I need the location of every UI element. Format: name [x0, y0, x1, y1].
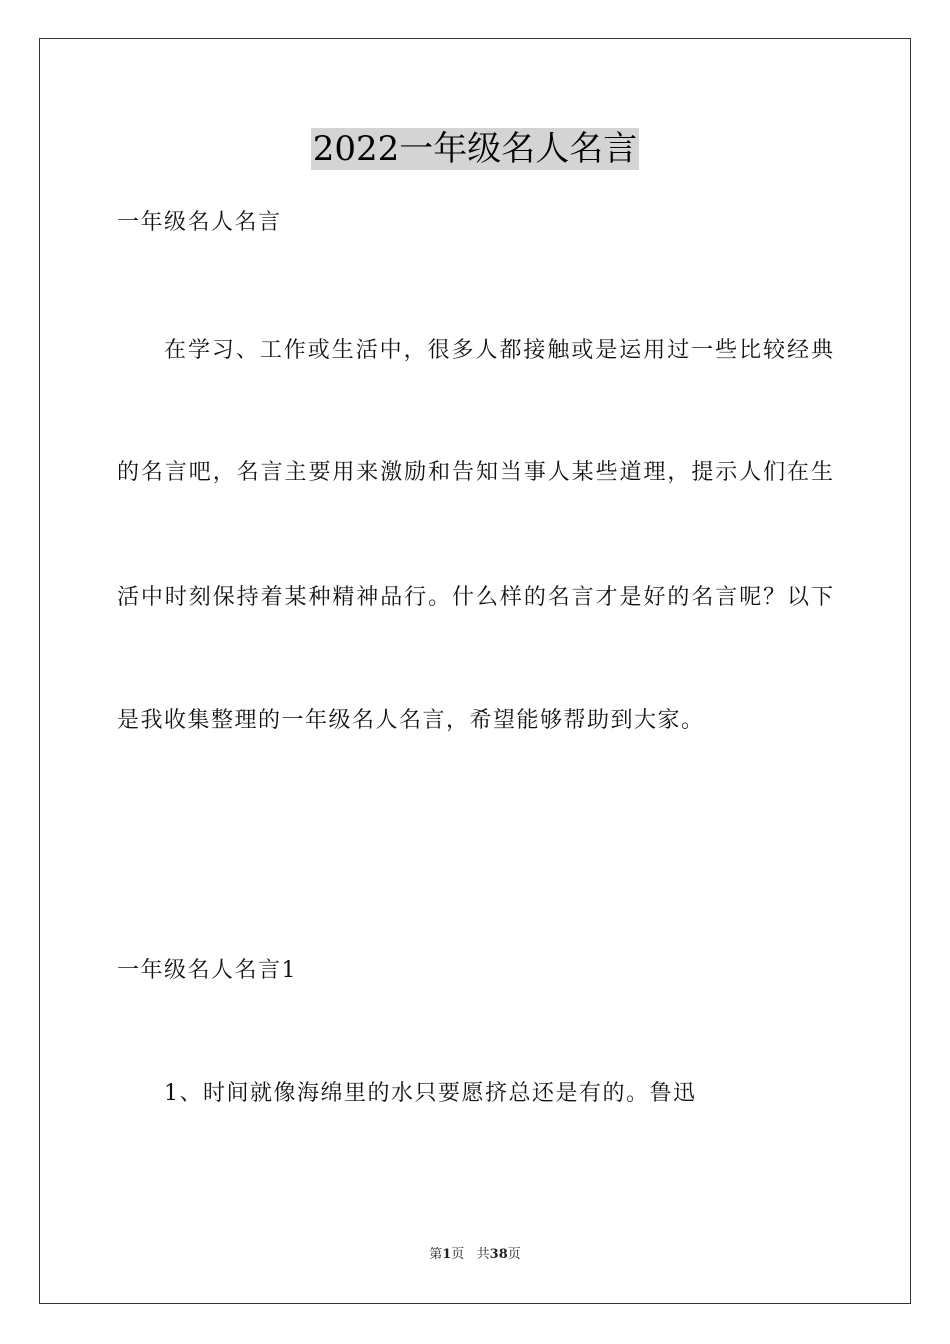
quote-item-1: 1、时间就像海绵里的水只要愿挤总还是有的。鲁迅 [164, 1081, 697, 1106]
document-title [0, 128, 950, 170]
section-heading: 一年级名人名言1 [117, 958, 297, 983]
footer-page-suffix: 页 [507, 1247, 521, 1262]
page-footer [0, 1246, 950, 1264]
document-subtitle: 一年级名人名言 [117, 210, 282, 235]
intro-line-3: 活中时刻保持着某种精神品行。什么样的名言才是好的名言呢？以下 [117, 585, 833, 610]
footer-page-mid: 页 共 [451, 1247, 490, 1262]
footer-page-prefix: 第 [429, 1247, 443, 1262]
intro-line-2: 的名言吧，名言主要用来激励和告知当事人某些道理，提示人们在生 [117, 460, 833, 485]
intro-line-4: 是我收集整理的一年级名人名言，希望能够帮助到大家。 [117, 708, 705, 733]
footer-page-total: 38 [489, 1247, 508, 1262]
intro-line-1: 在学习、工作或生活中，很多人都接触或是运用过一些比较经典 [164, 338, 833, 363]
footer-page-current: 1 [442, 1247, 452, 1262]
document-title-text: 2022一年级名人名言 [312, 129, 638, 169]
